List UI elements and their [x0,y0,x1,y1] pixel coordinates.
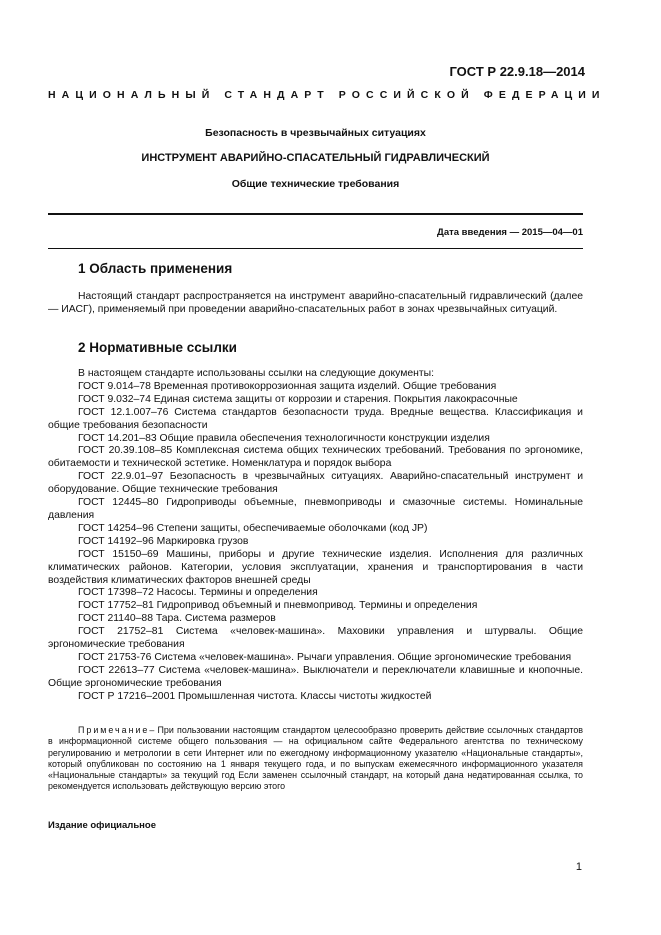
reference-item: ГОСТ 20.39.108–85 Комплексная система общих технических требований. Требования по эргономике, обитаемости и технической эстетике. Номенклатура и порядок выбора [48,445,583,470]
divider-top [48,213,583,215]
reference-item: ГОСТ 14192–96 Маркировка грузов [78,535,249,547]
official-edition-label: Издание официальное [48,820,156,831]
title-line-1: Безопасность в чрезвычайных ситуациях [205,127,426,139]
section-2-heading: 2 Нормативные ссылки [78,340,237,355]
reference-item: ГОСТ 17398–72 Насосы. Термины и определения [78,587,318,599]
title-line-2: ИНСТРУМЕНТ АВАРИЙНО-СПАСАТЕЛЬНЫЙ ГИДРАВЛИЧЕСКИЙ [141,152,490,164]
reference-item: ГОСТ 15150–69 Машины, приборы и другие технические изделия. Исполнения для различных климатических районов. Категории, условия эксплуатации, хранения и транспортирования в части воздействия климатических факторов внешней среды [48,548,583,586]
note-label: Примечание [78,725,150,735]
reference-item: ГОСТ 21140–88 Тара. Система размеров [78,613,276,625]
section-1-text: Настоящий стандарт распространяется на инструмент аварийно-спасательный гидравлический (далее — ИАСГ), применяемый при проведении аварийно-спасательных работ в зонах чрезвычайных ситуаций. [48,291,583,315]
divider-bottom [48,248,583,249]
normative-references [48,368,583,704]
reference-item: ГОСТ 21752–81 Система «человек-машина». Маховики управления и штурвалы. Общие эргономические требования [48,626,583,651]
reference-item: ГОСТ 22.9.01–97 Безопасность в чрезвычайных ситуациях. Аварийно-спасательный инструмент и оборудование. Общие технические требования [48,471,583,496]
page-number: 1 [575,861,582,873]
reference-item: ГОСТ 17752–81 Гидропривод объемный и пневмопривод. Термины и определения [78,600,478,612]
reference-item: ГОСТ 14254–96 Степени защиты, обеспечиваемые оболочками (код JP) [78,522,428,534]
reference-item: ГОСТ 22613–77 Система «человек-машина». Выключатели и переключатели клавишные и кнопочные. Общие эргономические требования [48,664,583,689]
intro-date: Дата введения — 2015—04—01 [437,227,583,238]
reference-item: ГОСТ Р 17216–2001 Промышленная чистота. Классы чистоты жидкостей [78,690,432,702]
document-code: ГОСТ Р 22.9.18—2014 [449,64,585,79]
reference-item: ГОСТ 14.201–83 Общие правила обеспечения технологичности конструкции изделия [78,432,490,444]
reference-item: ГОСТ 9.014–78 Временная противокоррозионная защита изделий. Общие требования [78,380,497,392]
note-text: – При пользовании настоящим стандартом целесообразно проверить действие ссылочных стандартов в информационной системе общего пользования — на официальном сайте Федерального агентства по техническому регулированию и метрологии в сети Интернет или по ежегодному информационному указателю «Национальные стандарты», который опубликован по состоянию на 1 января текущего года, и по выпускам ежемесячного информационного указателя «Национальные стандарты» за текущий год Если заменен ссылочный стандарт, на который дана недатированная ссылка, то рекомендуется использовать действующую версию этого [48,725,583,792]
reference-item: ГОСТ 9.032–74 Единая система защиты от коррозии и старения. Покрытия лакокрасочные [78,393,518,405]
national-standard-banner: НАЦИОНАЛЬНЫЙ СТАНДАРТ РОССИЙСКОЙ ФЕДЕРАЦИИ [48,89,606,101]
section-1-heading: 1 Область применения [78,261,233,276]
reference-item: ГОСТ 21753-76 Система «человек-машина». Рычаги управления. Общие эргономические требования [78,651,572,663]
reference-item: ГОСТ 12.1.007–76 Система стандартов безопасности труда. Вредные вещества. Классификация и общие требования безопасности [48,406,583,431]
title-line-3: Общие технические требования [231,178,400,190]
references-intro: В настоящем стандарте использованы ссылки на следующие документы: [78,368,435,379]
references-note [48,725,583,793]
reference-item: ГОСТ 12445–80 Гидроприводы объемные, пневмоприводы и смазочные системы. Номинальные давления [48,497,583,521]
